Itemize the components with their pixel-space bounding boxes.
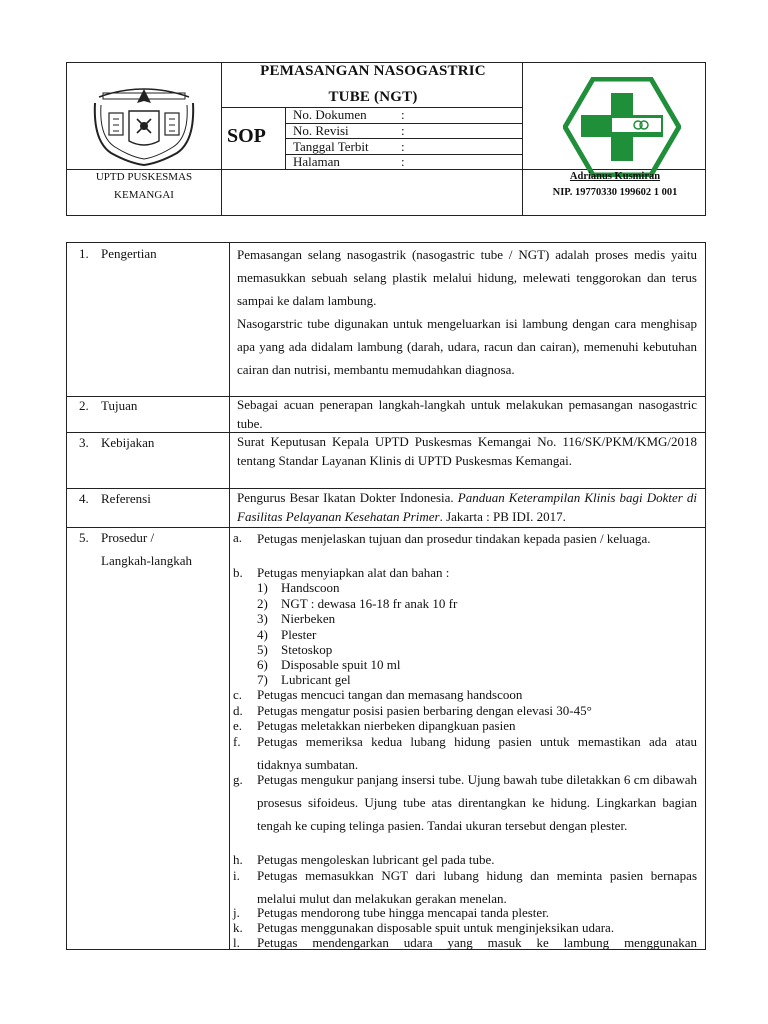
document-title-line1: PEMASANGAN NASOGASTRIC <box>260 63 486 79</box>
step-letter: k. <box>233 920 243 935</box>
step-letter: i. <box>233 868 240 883</box>
column-divider <box>229 243 230 949</box>
tool-number: 1) <box>257 580 268 595</box>
sop-content-table <box>66 242 706 950</box>
tool-item: Disposable spuit 10 ml <box>281 657 401 672</box>
referensi-book-title: Panduan Keterampilan Klinis bagi Dokter di Fasilitas Pelayanan Kesehatan Primer <box>237 490 697 524</box>
signer-name: Adrianus Kusmiran <box>569 171 661 182</box>
step-letter: d. <box>233 703 243 718</box>
header-divider <box>221 107 522 108</box>
meta-tanggal-terbit-value: : <box>401 139 405 154</box>
tool-number: 2) <box>257 596 268 611</box>
step-f: Petugas memeriksa kedua lubang hidung pasien untuk memastikan ada atau tidaknya sumbatan. <box>257 734 697 772</box>
header-divider <box>221 169 522 170</box>
row-label-pengertian: Pengertian <box>101 246 157 261</box>
tool-item: Handscoon <box>281 580 340 595</box>
step-letter: l. <box>233 935 240 950</box>
row-number: 4. <box>79 491 89 506</box>
row-label-prosedur-2: Langkah-langkah <box>101 553 192 568</box>
step-d: Petugas mengatur posisi pasien berbaring dengan elevasi 30-45° <box>257 703 592 718</box>
step-b: Petugas menyiapkan alat dan bahan : <box>257 565 450 580</box>
step-g: Petugas mengukur panjang insersi tube. Ujung bawah tube diletakkan 6 cm dibawah prosesus sifoideus. Ujung tube atas direntangkan ke hidung. Lingkarkan bagian tengah ke cuping telinga pasien. Tandai ukuran tersebut dengan plester. <box>257 772 697 833</box>
row-number: 3. <box>79 435 89 450</box>
tool-number: 5) <box>257 642 268 657</box>
row-label-kebijakan: Kebijakan <box>101 435 155 450</box>
kebijakan-text: Surat Keputusan Kepala UPTD Puskesmas Kemangai No. 116/SK/PKM/KMG/2018 tentang Standar Layanan Klinis di UPTD Puskesmas Kemangai. <box>237 434 697 468</box>
step-c: Petugas mencuci tangan dan memasang handscoon <box>257 687 523 702</box>
step-letter: j. <box>233 905 240 920</box>
puskesmas-logo-icon <box>563 77 681 177</box>
tool-number: 4) <box>257 627 268 642</box>
org-name-line1: UPTD PUSKESMAS <box>95 171 193 183</box>
tool-item: Lubricant gel <box>281 672 351 687</box>
meta-no-revisi-value: : <box>401 123 405 138</box>
pengertian-paragraph-2: Nasogarstric tube digunakan untuk mengeluarkan isi lambung dengan cara menghisap apa yang ada didalam lambung (darah, udara, racun dan cairan), memenuhi kebutuhan cairan dan nutrisi, membantu memudahkan diagnosa. <box>237 316 697 377</box>
row-label-tujuan: Tujuan <box>101 398 138 413</box>
meta-no-dokumen-value: : <box>401 107 405 122</box>
sop-header-table <box>66 62 706 216</box>
step-letter: h. <box>233 852 243 867</box>
tool-item: Nierbeken <box>281 611 336 626</box>
tool-number: 7) <box>257 672 268 687</box>
row-number: 2. <box>79 398 89 413</box>
tool-item: NGT : dewasa 16-18 fr anak 10 fr <box>281 596 458 611</box>
referensi-publisher: . Jakarta : PB IDI. 2017. <box>439 509 566 524</box>
step-k: Petugas menggunakan disposable spuit untuk menginjeksikan udara. <box>257 920 615 935</box>
tujuan-text: Sebagai acuan penerapan langkah-langkah untuk melakukan pemasangan nasogastric tube. <box>237 397 697 431</box>
regency-emblem-icon <box>89 83 199 167</box>
pengertian-paragraph-1: Pemasangan selang nasogastrik (nasogastric tube / NGT) adalah proses medis yaitu memasukkan sebuah selang plastik melalui hidung, melewati tenggorokan dan terus sampai ke dalam lambung. <box>237 247 697 308</box>
step-l: Petugas mendengarkan udara yang masuk ke lambung menggunakan <box>257 935 697 950</box>
referensi-author: Pengurus Besar Ikatan Dokter Indonesia. <box>237 490 458 505</box>
tool-item: Plester <box>281 627 317 642</box>
step-letter: e. <box>233 718 243 733</box>
meta-tanggal-terbit-label: Tanggal Terbit <box>293 139 369 154</box>
step-j: Petugas mendorong tube hingga mencapai tanda plester. <box>257 905 550 920</box>
org-name-line2: KEMANGAI <box>114 189 174 201</box>
meta-no-revisi-label: No. Revisi <box>293 123 349 138</box>
step-a: Petugas menjelaskan tujuan dan prosedur tindakan kepada pasien / keluaga. <box>257 531 651 546</box>
step-letter: f. <box>233 734 241 749</box>
meta-halaman-label: Halaman <box>293 154 340 169</box>
step-letter: g. <box>233 772 243 787</box>
sop-label: SOP <box>227 125 266 147</box>
tool-number: 3) <box>257 611 268 626</box>
step-letter: c. <box>233 687 243 702</box>
signer-nip: NIP. 19770330 199602 1 001 <box>552 187 678 198</box>
meta-halaman-value: : <box>401 154 405 169</box>
row-number: 5. <box>79 530 89 545</box>
tool-number: 6) <box>257 657 268 672</box>
tool-item: Stetoskop <box>281 642 333 657</box>
step-h: Petugas mengoleskan lubricant gel pada tube. <box>257 852 495 867</box>
row-number: 1. <box>79 246 89 261</box>
step-letter: a. <box>233 530 243 545</box>
step-e: Petugas meletakkan nierbeken dipangkuan pasien <box>257 718 516 733</box>
row-label-prosedur: Prosedur / <box>101 530 155 545</box>
document-title-line2: TUBE (NGT) <box>328 89 418 105</box>
referensi-text <box>237 488 697 526</box>
meta-no-dokumen-label: No. Dokumen <box>293 107 367 122</box>
header-divider <box>221 63 222 215</box>
step-i: Petugas memasukkan NGT dari lubang hidung dan meminta pasien bernapas melalui mulut dan melakukan gerakan menelan. <box>257 868 697 906</box>
row-label-referensi: Referensi <box>101 491 151 506</box>
step-letter: b. <box>233 565 243 580</box>
